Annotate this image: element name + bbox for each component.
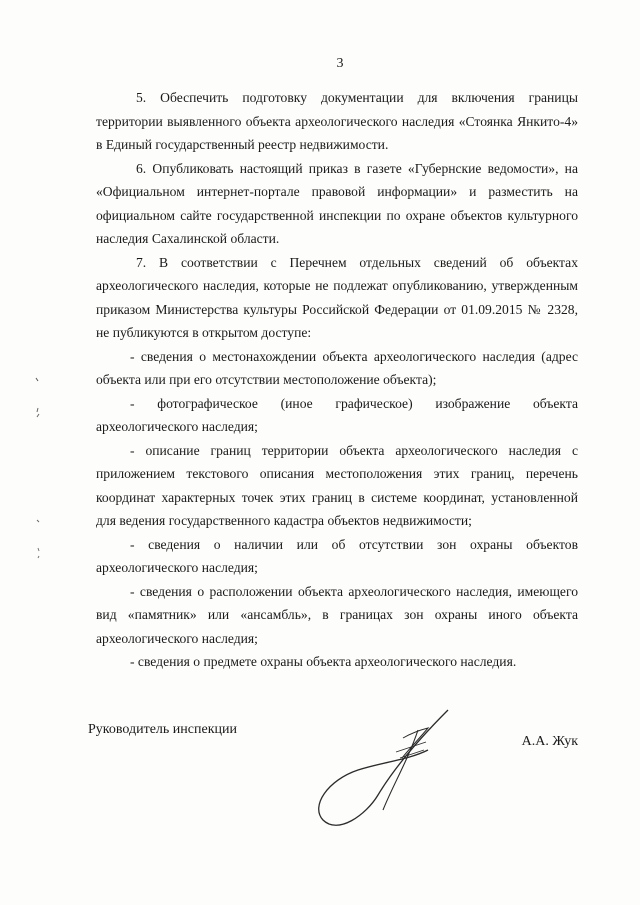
list-item: - сведения о расположении объекта археологического наследия, имеющего вид «памятник» или «ансамбль», в границах зон охраны иного объекта археологического наследия; [96, 583, 578, 646]
signatory-name: А.А. Жук [521, 734, 578, 749]
list-item: - описание границ территории объекта археологического наследия с приложением текстового описания местоположения этих границ, перечень координат характерных точек этих границ в системе координат, установленной для ведения государственного кадастра объектов недвижимости; [96, 442, 578, 528]
list-item: - фотографическое (иное графическое) изображение объекта археологического наследия; [96, 395, 578, 434]
document-body [96, 86, 578, 674]
handwritten-signature [298, 700, 478, 850]
list-item: - сведения о предмете охраны объекта археологического наследия. [130, 654, 517, 669]
paragraph-7: 7. В соответствии с Перечнем отдельных сведений об объектах археологического наследия, которые не подлежат опубликованию, утвержденным приказом Министерства культуры Российской Федерации от 01.09.2015 № 2328, не публикуются в открытом доступе: [96, 254, 578, 340]
signatory-position: Руководитель инспекции [88, 722, 237, 737]
list-item: - сведения о местонахождении объекта археологического наследия (адрес объекта или при его отсутствии местоположение объекта); [96, 348, 578, 387]
signature-block [88, 720, 578, 860]
paragraph-5: 5. Обеспечить подготовку документации для включения границы территории выявленного объекта археологического наследия «Стоянка Янкито-4» в Единый государственный реестр недвижимости. [96, 90, 578, 152]
scan-margin-marks [30, 370, 50, 570]
list-item: - сведения о наличии или об отсутствии зон охраны объектов археологического наследия; [96, 536, 578, 575]
paragraph-6: 6. Опубликовать настоящий приказ в газете «Губернские ведомости», на «Официальном интернет-портале правовой информации» и разместить на официальном сайте государственной инспекции по охране объектов культурного наследия Сахалинской области. [96, 160, 578, 246]
page-number: 3 [336, 56, 344, 71]
